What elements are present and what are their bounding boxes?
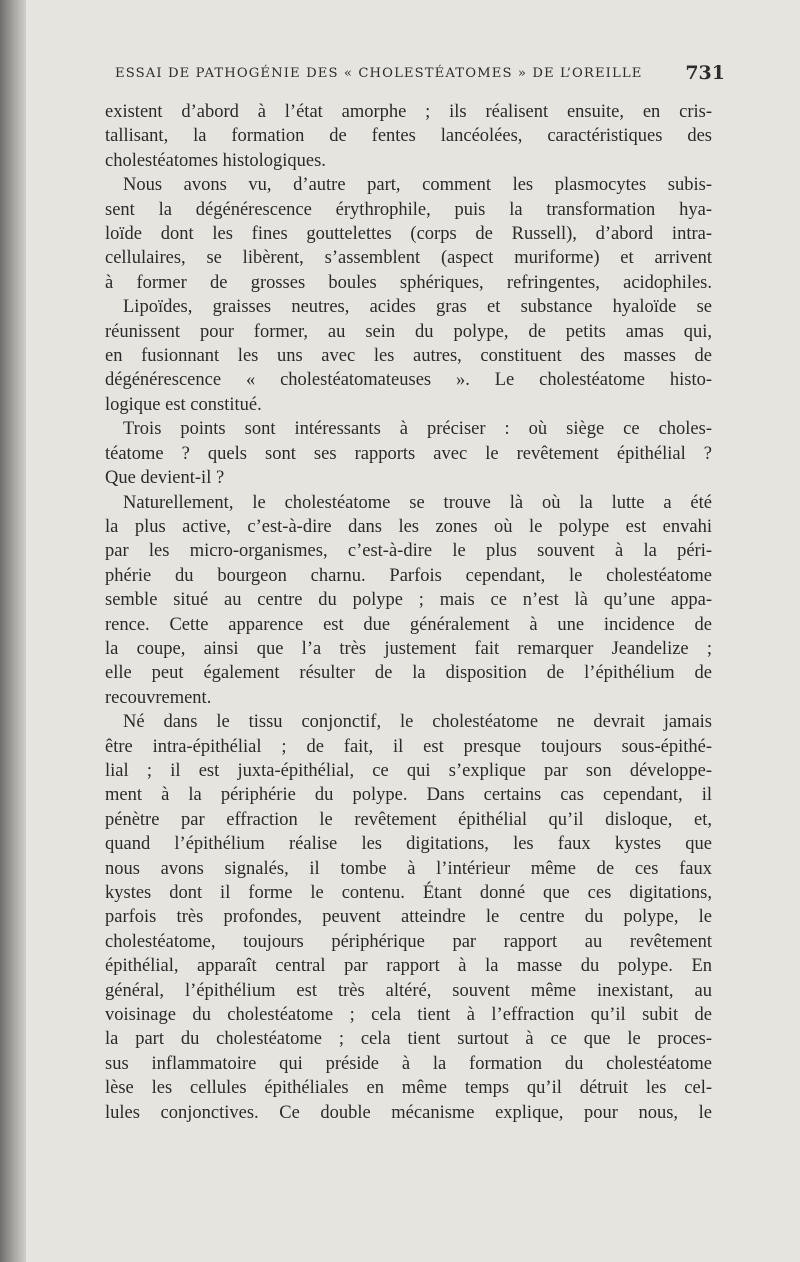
text-line: existent d’abord à l’état amorphe ; ils réalisent ensuite, en cris- (105, 102, 712, 122)
text-line: Que devient-il ? (105, 468, 225, 489)
text-line: téatome ? quels sont ses rapports avec le revêtement épithélial ? (105, 443, 712, 464)
book-spine-shadow (0, 0, 26, 1262)
text-line: la coupe, ainsi que l’a très justement fait remarquer Jeandelize ; (105, 638, 712, 659)
text-line: la part du cholestéatome ; cela tient surtout à ce que le proces- (105, 1029, 712, 1050)
text-line: la plus active, c’est-à-dire dans les zones où le polype est envahi (105, 516, 712, 537)
paragraph-start-line: Trois points sont intéressants à préciser : où siège ce choles- (123, 419, 712, 440)
text-line: rence. Cette apparence est due généralement à une incidence de (105, 614, 712, 635)
paragraph-start-line: Nous avons vu, d’autre part, comment les plasmocytes subis- (123, 175, 712, 196)
text-line: par les micro-organismes, c’est-à-dire le plus souvent à la péri- (105, 541, 712, 562)
text-line: dégénérescence « cholestéatomateuses ». Le cholestéatome histo- (105, 370, 712, 391)
text-line: quand l’épithélium réalise les digitations, les faux kystes que (105, 834, 712, 855)
text-line: lules conjonctives. Ce double mécanisme explique, pour nous, le (105, 1102, 712, 1123)
text-line: kystes dont il forme le contenu. Étant donné que ces digitations, (105, 883, 712, 903)
text-line: phérie du bourgeon charnu. Parfois cependant, le cholestéatome (105, 565, 712, 586)
paragraph-start-line: Né dans le tissu conjonctif, le cholestéatome ne devrait jamais (123, 712, 712, 733)
text-line: elle peut également résulter de la disposition de l’épithélium de (105, 663, 712, 684)
text-line: sus inflammatoire qui préside à la formation du cholestéatome (105, 1053, 712, 1074)
text-line: général, l’épithélium est très altéré, souvent même inexistant, au (105, 980, 712, 1001)
paragraph-start-line: Naturellement, le cholestéatome se trouve là où la lutte a été (123, 492, 712, 513)
running-head-title: ESSAI DE PATHOGÉNIE DES « CHOLESTÉATOMES » DE L’OREILLE (115, 66, 643, 81)
text-line: recouvrement. (105, 687, 212, 708)
text-line: loïde dont les fines gouttelettes (corps de Russell), d’abord intra- (105, 224, 712, 245)
text-line: lèse les cellules épithéliales en même temps qu’il détruit les cel- (105, 1078, 712, 1099)
text-line: à former de grosses boules sphériques, refringentes, acidophiles. (105, 272, 712, 293)
text-line: réunissent pour former, au sein du polype, de petits amas qui, (105, 321, 712, 342)
body-text (105, 100, 712, 1125)
text-line: voisinage du cholestéatome ; cela tient à l’effraction qu’il subit de (105, 1005, 712, 1026)
text-line: cholestéatomes histologiques. (105, 150, 326, 171)
text-line: lial ; il est juxta-épithélial, ce qui s’explique par son développe- (105, 760, 712, 781)
text-line: tallisant, la formation de fentes lancéolées, caractéristiques des (105, 126, 712, 147)
text-line: semble situé au centre du polype ; mais ce n’est là qu’une appa- (105, 590, 712, 611)
text-line: parfois très profondes, peuvent atteindre le centre du polype, le (105, 907, 712, 928)
text-line: sent la dégénérescence érythrophile, puis la transformation hya- (105, 199, 712, 220)
text-line: pénètre par effraction le revêtement épithélial qu’il disloque, et, (105, 809, 712, 830)
text-line: cholestéatome, toujours périphérique par rapport au revêtement (105, 931, 712, 952)
text-line: être intra-épithélial ; de fait, il est presque toujours sous-épithé- (105, 736, 712, 757)
page-number: 731 (685, 62, 725, 84)
text-line: nous avons signalés, il tombe à l’intérieur même de ces faux (105, 858, 712, 879)
running-head (105, 62, 725, 86)
text-line: épithélial, apparaît central par rapport à la masse du polype. En (105, 956, 712, 977)
text-line: cellulaires, se libèrent, s’assemblent (aspect muriforme) et arrivent (105, 248, 712, 269)
paragraph-start-line: Lipoïdes, graisses neutres, acides gras et substance hyaloïde se (123, 297, 712, 318)
text-line: en fusionnant les uns avec les autres, constituent des masses de (105, 346, 712, 367)
text-line: ment à la périphérie du polype. Dans certains cas cependant, il (105, 785, 712, 806)
text-line: logique est constitué. (105, 394, 262, 415)
